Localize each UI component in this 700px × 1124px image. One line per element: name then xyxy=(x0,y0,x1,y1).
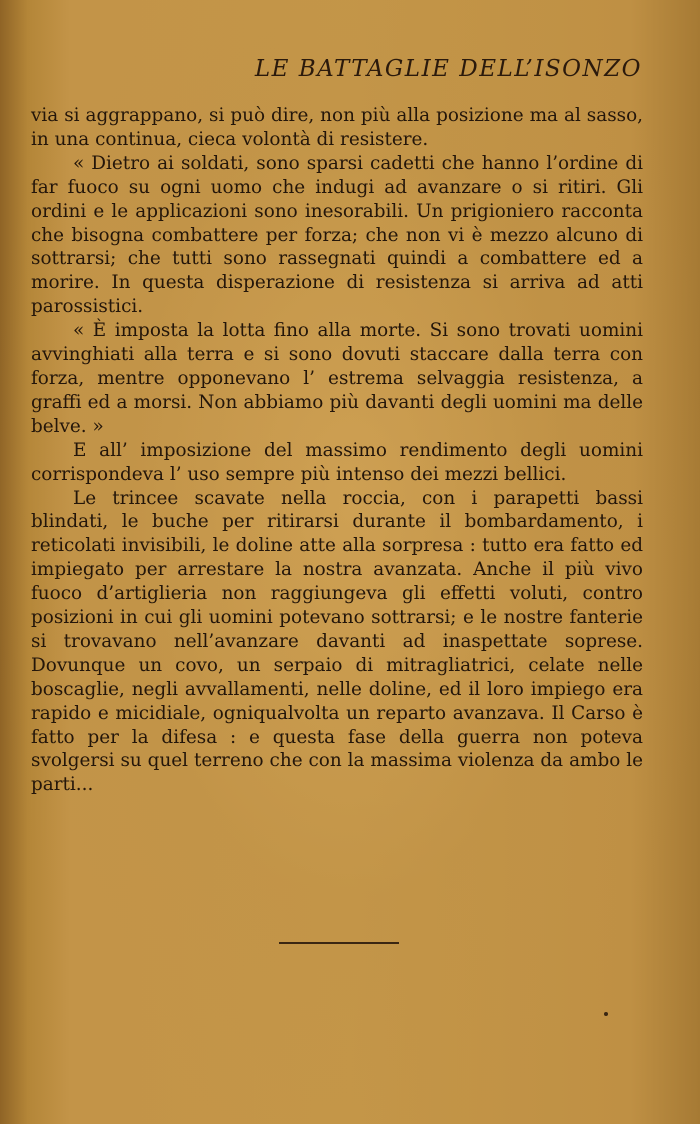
paragraph-trenches: Le trincee scavate nella roccia, con i parapetti bassi blindati, le buche per ritirarsi durante il bombardamento, i reticolati invisibili, le doline atte alla sorpresa : tutto era fatto ed impiegato per arrestare la nostra avanzata. Anche il più vivo fuoco d’artiglieria non raggiungeva gli effetti voluti, contro posizioni in cui gli uomini potevano sottrarsi; e le nostre fanterie si trovavano nell’avanzare davanti ad inaspettate sopresе. Dovunque un covo, un serpaio di mitragliatrici, celate nelle boscaglie, negli avvallamenti, nelle doline, ed il loro impiego era rapido e micidiale, ogniqualvolta un reparto avanzava. Il Carso è fatto per la difesa : e questa fase della guerra non poteva svolgersi su quel terreno che con la massima violenza da ambo le parti... xyxy=(31,487,643,796)
paragraph-war-means: E all’ imposizione del massimo rendimento degli uomini corrispondeva l’ uso sempre più intenso dei mezzi bellici. xyxy=(31,439,643,485)
body-text xyxy=(31,104,643,797)
paragraph-continuation: via si aggrappano, si può dire, non più alla posizione ma al sasso, in una continua, cieca volontà di resistere. xyxy=(31,105,643,150)
section-end-rule xyxy=(279,942,399,944)
paragraph-quote-fight-to-death: « È imposta la lotta fino alla morte. Si sono trovati uomini avvinghiati alla terra e si sono dovuti staccare dalla terra con forza, mentre opponevano l’ estrema selvaggia resistenza, a graffi ed a morsi. Non abbiamo più davanti degli uomini ma delle belve. » xyxy=(31,320,643,437)
running-head: LE BATTAGLIE DELL’ISONZO xyxy=(254,56,642,82)
paragraph-quote-cadets: « Dietro ai soldati, sono sparsi cadetti che hanno l’ordine di far fuoco su ogni uomo che indugi ad avanzare o si ritiri. Gli ordini e le applicazioni sono inesorabili. Un prigioniero racconta che bisogna combattere per forza; che non vi è mezzo alcuno di sottrarsi; che tutti sono rassegnati quindi a combattere ed a morire. In questa disperazione di resistenza si arriva ad atti parossistici. xyxy=(31,152,643,318)
ink-speck xyxy=(604,1012,608,1016)
